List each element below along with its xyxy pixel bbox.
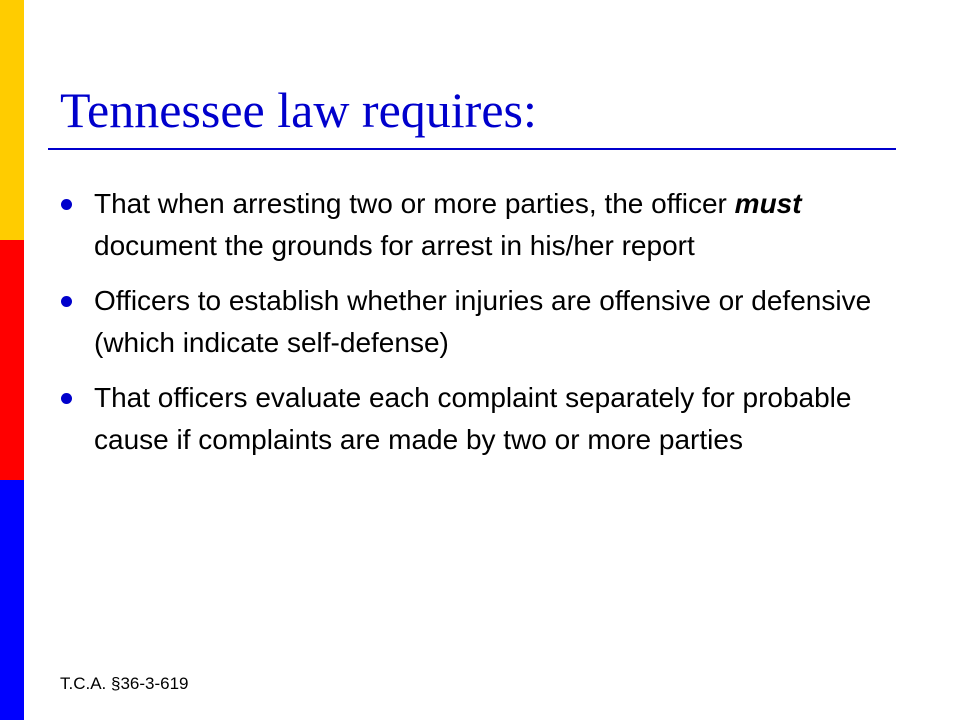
title-underline bbox=[48, 148, 896, 150]
bullet-text: Officers to establish whether injuries are offensive or defensive (which indicate self-defense) bbox=[94, 285, 872, 358]
bullet-emphasis-must: must bbox=[734, 188, 802, 219]
statute-citation: T.C.A. §36-3-619 bbox=[60, 674, 189, 693]
bullet-item-injuries bbox=[60, 280, 910, 364]
bullet-text-before: That when arresting two or more parties, the officer bbox=[94, 188, 735, 219]
bullet-item-grounds-for-arrest bbox=[60, 183, 910, 267]
bullet-dot-icon bbox=[61, 199, 72, 210]
bullet-dot-icon bbox=[61, 393, 72, 404]
bullet-item-probable-cause bbox=[60, 377, 910, 461]
accent-bar-red bbox=[0, 240, 24, 480]
bullet-list bbox=[60, 183, 910, 474]
bullet-text-after: document the grounds for arrest in his/her report bbox=[94, 230, 695, 261]
bullet-text: That officers evaluate each complaint separately for probable cause if complaints are made by two or more parties bbox=[94, 382, 852, 455]
slide-title: Tennessee law requires: bbox=[60, 82, 537, 138]
accent-bar-yellow bbox=[0, 0, 24, 240]
bullet-dot-icon bbox=[61, 296, 72, 307]
accent-bar-blue bbox=[0, 480, 24, 720]
